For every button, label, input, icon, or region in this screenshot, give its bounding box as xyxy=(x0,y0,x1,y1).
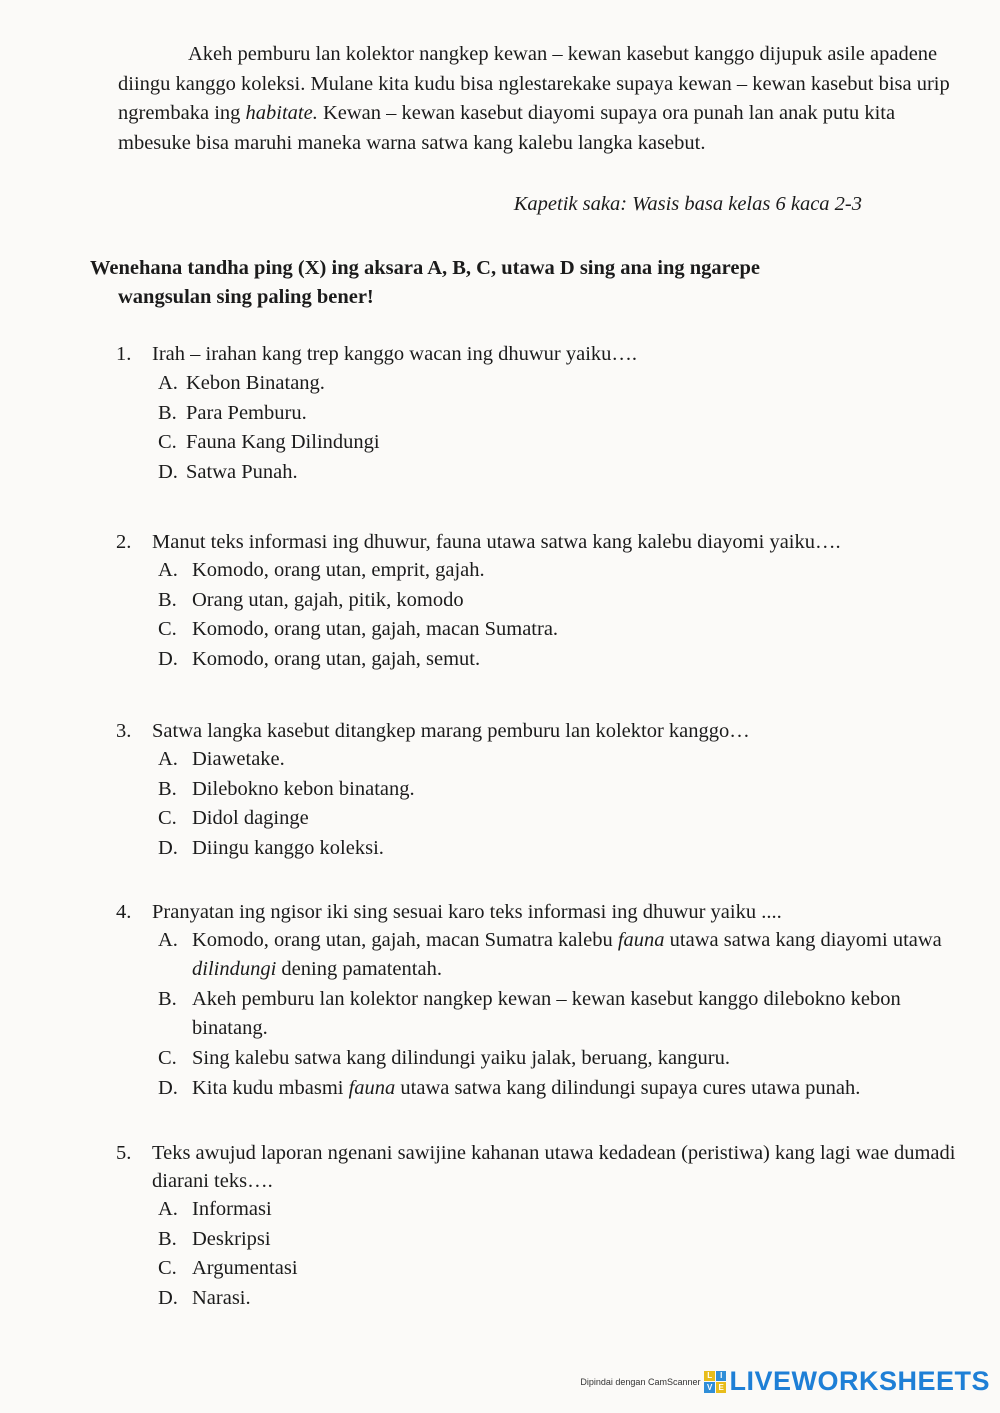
option-letter: C. xyxy=(158,807,177,829)
option-text: Kebon Binatang. xyxy=(186,372,325,394)
option-letter: C. xyxy=(158,1047,177,1069)
option-letter: C. xyxy=(158,431,177,453)
option-text: Diawetake. xyxy=(192,748,285,770)
option-text: Akeh pemburu lan kolektor nangkep kewan – kewan kasebut kanggo dilebokno kebon binatang. xyxy=(192,988,901,1039)
liveworksheets-logo[interactable] xyxy=(704,1366,990,1397)
option-d[interactable] xyxy=(158,834,978,864)
question-text: Teks awujud laporan ngenani sawijine kahanan utawa kedadean (peristiwa) kang lagi wae dumadi diarani teks…. xyxy=(152,1142,956,1192)
question-number: 3. xyxy=(116,720,132,742)
option-letter: D. xyxy=(158,1077,178,1099)
option-c[interactable] xyxy=(158,428,978,458)
option-c[interactable] xyxy=(158,615,978,645)
instruction-line-1: Wenehana tandha ping (X) ing aksara A, B, C, utawa D sing ana ing ngarepe xyxy=(90,257,760,279)
option-letter: D. xyxy=(158,836,178,859)
option-letter: B. xyxy=(158,588,177,611)
option-text: Fauna Kang Dilindungi xyxy=(186,431,380,453)
question-number: 4. xyxy=(116,901,132,923)
option-letter: B. xyxy=(158,401,177,424)
option-letter: D. xyxy=(158,460,178,483)
option-letter: A. xyxy=(158,372,178,394)
option-text: Sing kalebu satwa kang dilindungi yaiku jalak, beruang, kanguru. xyxy=(192,1047,731,1069)
option-a[interactable] xyxy=(158,926,978,984)
question-text: Pranyatan ing ngisor iki sing sesuai karo teks informasi ing dhuwur yaiku .... xyxy=(152,901,782,923)
question-text: Satwa langka kasebut ditangkep marang pemburu lan kolektor kanggo… xyxy=(152,720,750,742)
option-emphasis: dilindungi xyxy=(192,958,277,980)
option-text: Para Pemburu. xyxy=(186,401,307,424)
option-text-part: utawa satwa kang dilindungi supaya cures utawa punah. xyxy=(395,1077,861,1099)
question-2 xyxy=(116,528,978,674)
intro-emphasis: habitate. xyxy=(245,102,318,124)
liveworksheets-logo-icon: L I V E xyxy=(704,1371,726,1393)
option-text xyxy=(192,1074,978,1103)
liveworksheets-logo-text: LIVEWORKSHEETS xyxy=(729,1366,990,1396)
option-text: Dilebokno kebon binatang. xyxy=(192,777,415,800)
option-letter: B. xyxy=(158,988,177,1010)
option-text xyxy=(192,926,978,984)
option-letter: A. xyxy=(158,1198,178,1220)
option-d[interactable] xyxy=(158,645,978,675)
option-b[interactable] xyxy=(158,586,978,616)
option-text: Deskripsi xyxy=(192,1227,271,1250)
option-text-part: Kita kudu mbasmi xyxy=(192,1077,349,1099)
option-a[interactable] xyxy=(158,1195,978,1225)
question-number: 5. xyxy=(116,1142,132,1164)
option-letter: A. xyxy=(158,748,178,770)
option-text: Komodo, orang utan, emprit, gajah. xyxy=(192,559,485,581)
option-text: Satwa Punah. xyxy=(186,460,298,483)
option-c[interactable] xyxy=(158,804,978,834)
option-text-part: utawa satwa kang diayomi utawa xyxy=(664,929,942,951)
option-b[interactable] xyxy=(158,775,978,805)
option-a[interactable] xyxy=(158,556,978,586)
question-number: 2. xyxy=(116,531,132,553)
option-text: Argumentasi xyxy=(192,1257,298,1279)
option-text: Komodo, orang utan, gajah, macan Sumatra. xyxy=(192,618,559,640)
option-text: Diingu kanggo koleksi. xyxy=(192,836,384,859)
instruction xyxy=(90,254,890,312)
option-text: Komodo, orang utan, gajah, semut. xyxy=(192,647,481,670)
intro-text-part-2: Kewan – kewan kasebut diayomi supaya ora punah lan anak putu kita mbesuke bisa maruhi maneka warna satwa kang kalebu langka kasebut. xyxy=(118,102,896,154)
option-c[interactable] xyxy=(158,1254,978,1284)
option-letter: A. xyxy=(158,929,178,951)
option-text: Orang utan, gajah, pitik, komodo xyxy=(192,588,464,611)
option-d[interactable] xyxy=(158,1074,978,1103)
option-a[interactable] xyxy=(158,745,978,775)
option-text: Narasi. xyxy=(192,1286,251,1309)
option-c[interactable] xyxy=(158,1044,978,1073)
instruction-line-2: wangsulan sing paling bener! xyxy=(118,286,374,308)
question-1 xyxy=(116,340,978,487)
footer xyxy=(580,1366,990,1397)
question-5 xyxy=(116,1139,978,1313)
option-letter: B. xyxy=(158,777,177,800)
option-text: Didol daginge xyxy=(192,807,309,829)
option-b[interactable] xyxy=(158,1225,978,1255)
question-number: 1. xyxy=(116,343,132,365)
option-a[interactable] xyxy=(158,369,978,399)
option-b[interactable] xyxy=(158,985,978,1043)
option-text: Informasi xyxy=(192,1198,272,1220)
intro-paragraph xyxy=(118,40,968,158)
option-emphasis: fauna xyxy=(348,1077,396,1099)
scan-note: Dipindai dengan CamScanner xyxy=(580,1376,701,1387)
option-letter: D. xyxy=(158,1286,178,1309)
question-4 xyxy=(116,898,978,1103)
option-letter: C. xyxy=(158,1257,177,1279)
option-letter: C. xyxy=(158,618,177,640)
source-citation: Kapetik saka: Wasis basa kelas 6 kaca 2-3 xyxy=(513,193,862,215)
option-letter: A. xyxy=(158,559,178,581)
option-letter: B. xyxy=(158,1227,177,1250)
option-d[interactable] xyxy=(158,1284,978,1314)
question-text: Irah – irahan kang trep kanggo wacan ing dhuwur yaiku…. xyxy=(152,343,638,365)
question-text: Manut teks informasi ing dhuwur, fauna utawa satwa kang kalebu diayomi yaiku…. xyxy=(152,531,841,553)
option-b[interactable] xyxy=(158,399,978,429)
intro-text-part-1: Akeh pemburu lan kolektor nangkep kewan – kewan kasebut kanggo dijupuk asile apadene diingu kanggo koleksi. Mulane kita kudu bisa nglestarekake supaya kewan – kewan kasebut bisa urip ngrembaka ing xyxy=(118,43,950,124)
option-d[interactable] xyxy=(158,458,978,488)
option-text-part: dening pamatentah. xyxy=(276,958,442,980)
option-emphasis: fauna xyxy=(617,929,665,951)
question-3 xyxy=(116,717,978,863)
option-text-part: Komodo, orang utan, gajah, macan Sumatra kalebu xyxy=(192,929,618,951)
option-letter: D. xyxy=(158,647,178,670)
